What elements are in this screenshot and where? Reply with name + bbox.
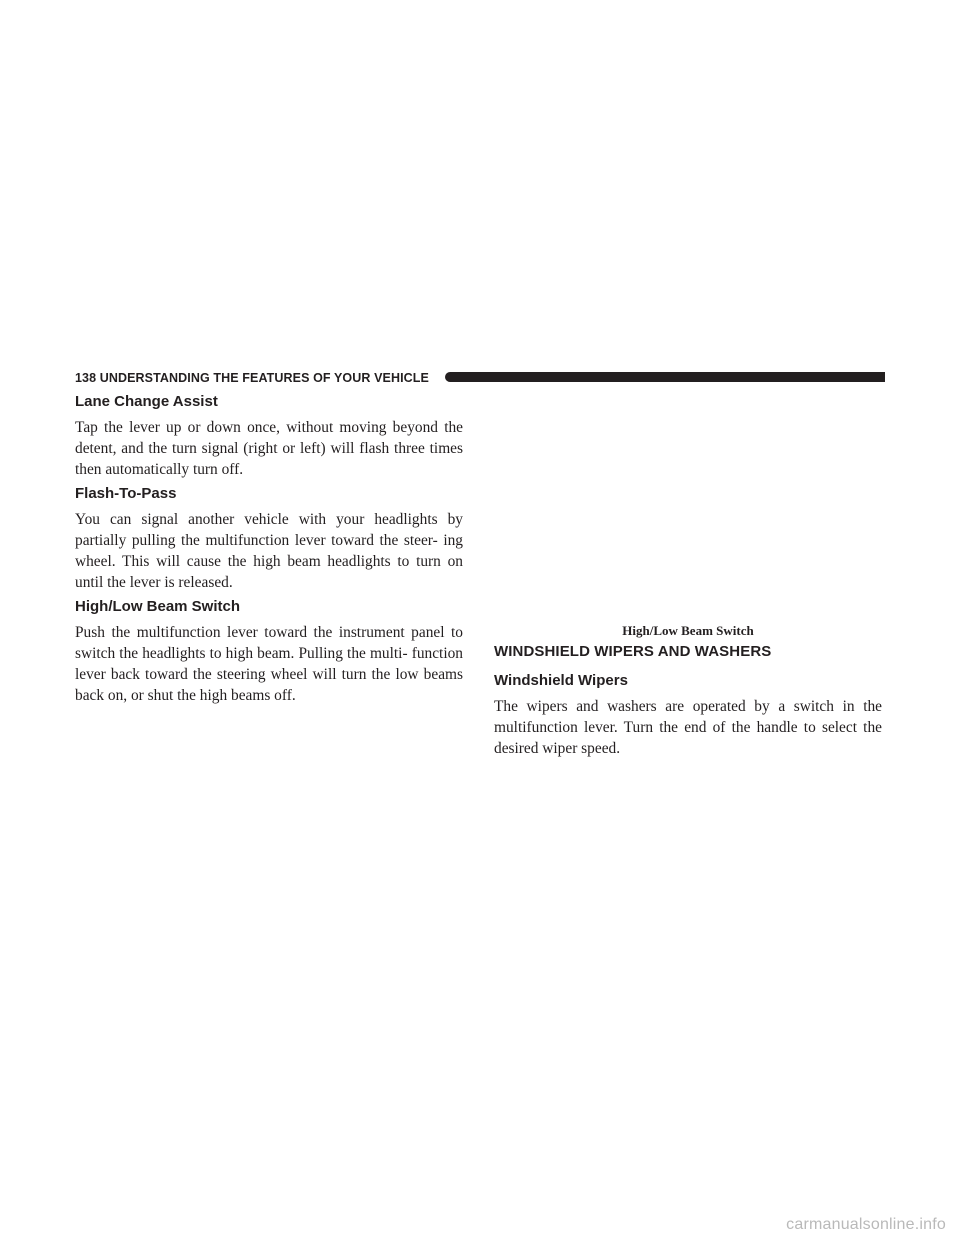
- header-rule: [445, 372, 885, 382]
- section-heading-windshield-wipers-and-washers: WINDSHIELD WIPERS AND WASHERS: [494, 643, 772, 660]
- paragraph-high-low-beam-switch: Push the multifunction lever toward the instrument panel to switch the headlights to high beam. Pulling the multi- function lever back toward the steering wheel will turn the low beams back on, or shut the high beams off.: [75, 624, 463, 704]
- paragraph-windshield-wipers: The wipers and washers are operated by a switch in the multifunction lever. Turn the end of the handle to select the desired wiper speed.: [494, 698, 882, 757]
- heading-flash-to-pass: Flash-To-Pass: [75, 485, 177, 502]
- paragraph-lane-change-assist: Tap the lever up or down once, without moving beyond the detent, and the turn signal (right or left) will flash three times then automatically turn off.: [75, 419, 463, 478]
- watermark-text: carmanualsonline.info: [786, 1216, 946, 1233]
- figure-high-low-beam-switch: [494, 392, 882, 622]
- figure-caption: High/Low Beam Switch: [622, 623, 754, 638]
- paragraph-flash-to-pass: You can signal another vehicle with your headlights by partially pulling the multifunction lever toward the steer- ing wheel. This will cause the high beam headlights to turn on until the lever is released.: [75, 511, 463, 591]
- heading-high-low-beam-switch: High/Low Beam Switch: [75, 598, 241, 615]
- heading-lane-change-assist: Lane Change Assist: [75, 393, 218, 410]
- heading-windshield-wipers: Windshield Wipers: [494, 672, 628, 689]
- page-header: [75, 370, 885, 386]
- page-number-title: 138 UNDERSTANDING THE FEATURES OF YOUR VEHICLE: [75, 371, 429, 385]
